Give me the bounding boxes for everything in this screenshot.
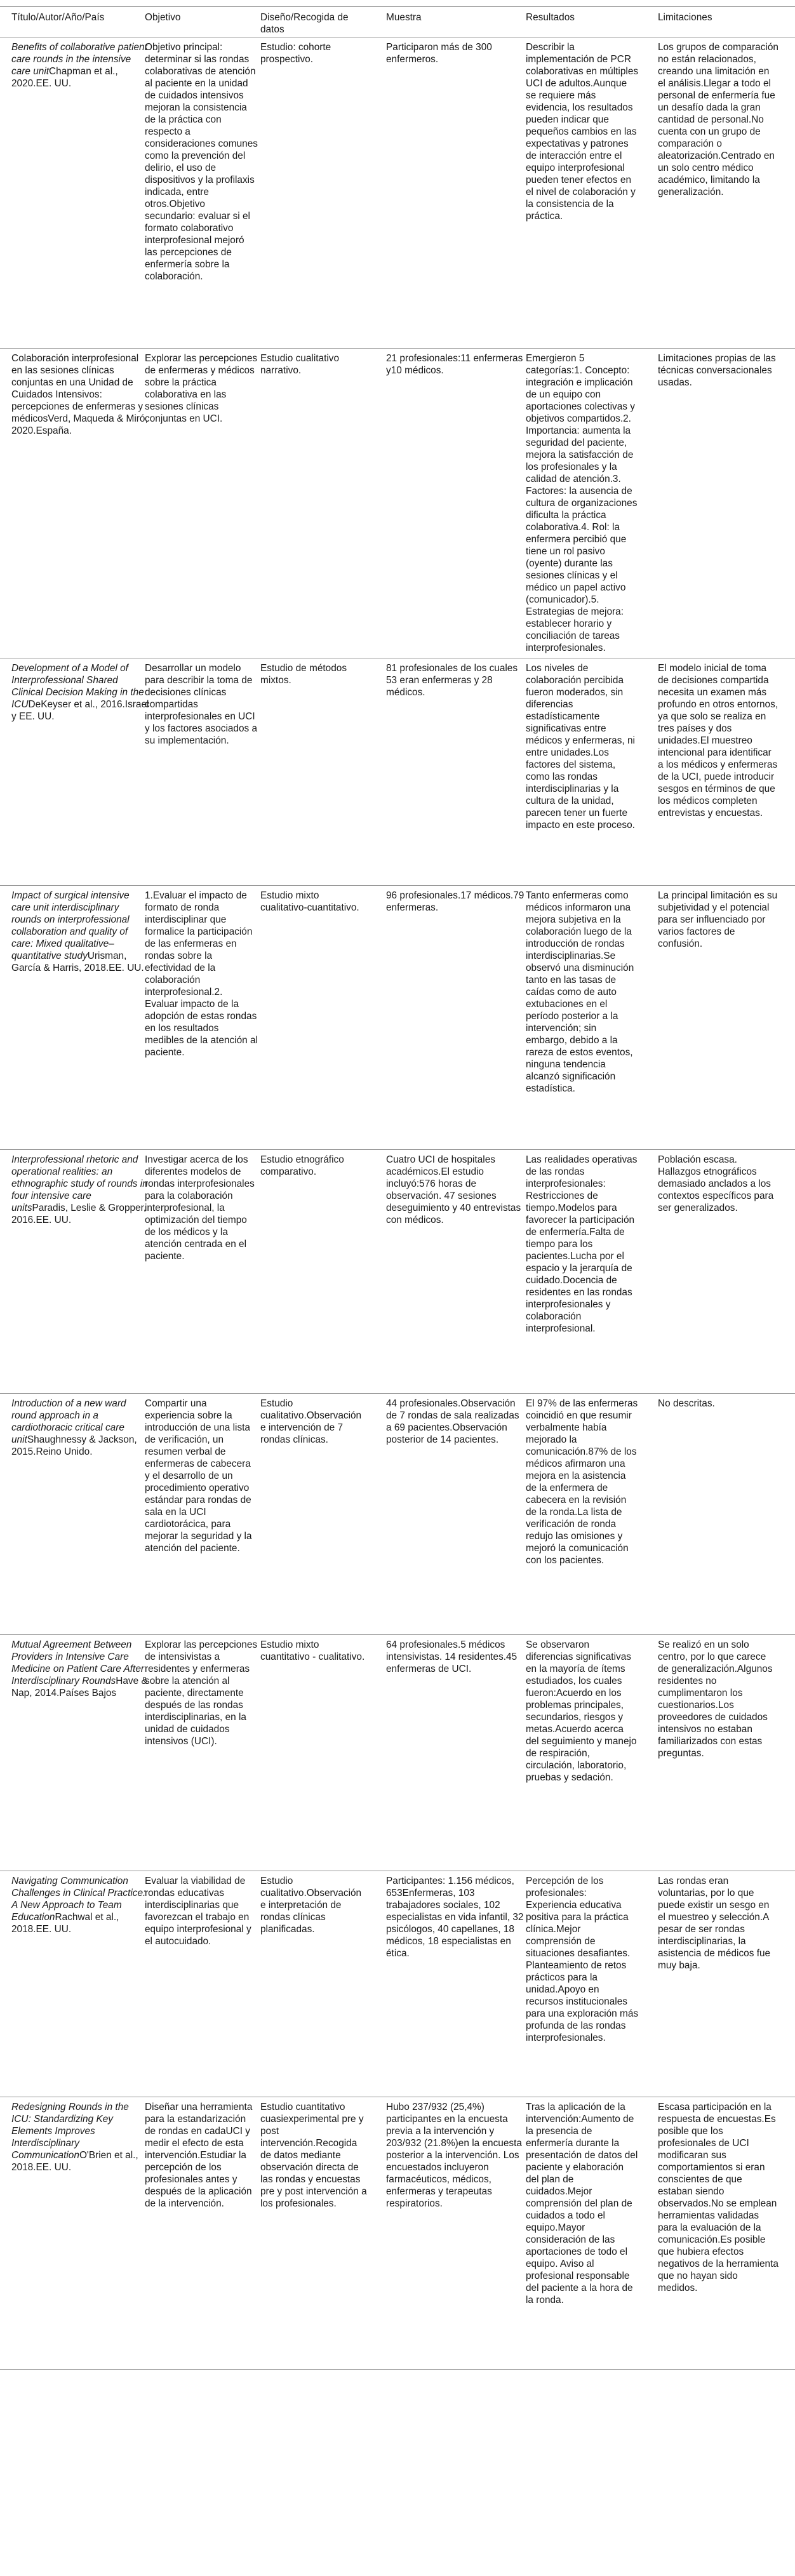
- study-results: Tras la aplicación de la intervención:Aumento de la presencia de enfermería durante la presentación de datos del paciente y elaboración del plan de cuidados.Mejor comprensión del plan de cuidados a todo el equipo.Mayor consideración de las aportaciones de todo el equipo. Aviso al profesional responsable del paciente a la hora de la ronda.: [526, 2102, 638, 2306]
- study-title: Mutual Agreement Between Providers in Intensive Care Medicine on Patient Care After Interdisciplinary Rounds: [11, 1639, 145, 1686]
- study-results: Se observaron diferencias significativas en la mayoría de ítems estudiados, los cuales fueron:Acuerdo en los problemas principales, secundarios, riesgos y metas.Acuerdo acerca del seguimiento y manejo de respiración, circulación, laboratorio, pruebas y sedación.: [526, 1639, 637, 1783]
- study-citation: [11, 2101, 150, 2173]
- header-design: Diseño/Recogida de datos: [260, 12, 349, 35]
- header-objective: Objetivo: [145, 12, 181, 23]
- study-sample: Participantes: 1.156 médicos, 653Enfermeras, 103 trabajadores sociales, 102 especialistas en vida infantil, 32 psicólogos, 40 capellanes, 18 médicos, 18 especialistas en ética.: [386, 1876, 524, 1959]
- study-sample: Cuatro UCI de hospitales académicos.El estudio incluyó:576 horas de observación. 47 sesiones deseguimiento y 40 entrevistas con médicos.: [386, 1154, 521, 1225]
- study-sample: Participaron más de 300 enfermeros.: [386, 42, 492, 65]
- table-row: [0, 658, 795, 885]
- study-sample: 44 profesionales.Observación de 7 rondas de sala realizadas a 69 pacientes.Observación posterior de 14 pacientes.: [386, 1398, 519, 1445]
- study-authors: Paradis, Leslie & Gropper, 2016.EE. UU.: [11, 1203, 147, 1225]
- study-objective: Objetivo principal: determinar si las rondas colaborativas de atención al paciente en la unidad de cuidados intensivos mejoran la consistencia de la práctica con respecto a consideraciones comunes como la prevención del delirio, el uso de dispositivos y la profilaxis indicada, entre otros.Objetivo secundario: evaluar si el formato colaborativo interprofesional mejoró las percepciones de enfermería sobre la colaboración.: [145, 42, 258, 282]
- study-results: El 97% de las enfermeras coincidió en que resumir verbalmente había mejorado la comunicación.87% de los médicos afirmaron una mejora en la asistencia de la enfermera de cabecera en la revisión de la ronda.La lista de verificación de ronda redujo las omisiones y mejoró la comunicación con los pacientes.: [526, 1398, 638, 1566]
- study-sample: 64 profesionales.5 médicos intensivistas. 14 residentes.45 enfermeras de UCI.: [386, 1639, 518, 1674]
- study-results: Percepción de los profesionales: Experiencia educativa positiva para la práctica clínica.Mejor comprensión de situaciones desafiantes. Planteamiento de retos prácticos para la unidad.Apoyo en recursos institucionales para una exploración más profunda de las rondas interprofesionales.: [526, 1876, 639, 2043]
- study-sample: 81 profesionales de los cuales 53 eran enfermeras y 28 médicos.: [386, 663, 518, 698]
- table-row: [0, 348, 795, 658]
- study-results: Tanto enfermeras como médicos informaron una mejora subjetiva en la colaboración luego de la introducción de rondas interdisciplinarias.Se observó una disminución tanto en las tasas de caídas como de auto extubaciones en el período posterior a la intervención; sin embargo, debido a la rareza de estos eventos, ninguna tendencia alcanzó significación estadística.: [526, 890, 634, 1094]
- study-design: Estudio cuantitativo cuasiexperimental pre y post intervención.Recogida de datos mediante observación directa de las rondas y encuestas pre y post intervención a los profesionales.: [260, 2102, 367, 2209]
- study-citation: [11, 1154, 150, 1226]
- header-results: Resultados: [526, 12, 575, 23]
- study-citation: [11, 1398, 150, 1458]
- study-objective: 1.Evaluar el impacto de formato de ronda interdisciplinar que formalice la participación de las enfermeras en rondas sobre la efectividad de la colaboración interprofesional.2. Evaluar impacto de la adopción de estas rondas en los resultados medibles de la atención al paciente.: [145, 890, 258, 1058]
- study-citation: [11, 352, 150, 437]
- study-results: Los niveles de colaboración percibida fueron moderados, sin diferencias estadísticamente significativas entre médicos y enfermeras, ni entre unidades.Los factores del sistema, como las rondas interdisciplinarias y la cultura de la unidad, parecen tener un fuerte impacto en este proceso.: [526, 663, 635, 831]
- study-objective: Evaluar la viabilidad de rondas educativas interdisciplinarias que favorezcan el trabajo en equipo interprofesional y el autocuidado.: [145, 1876, 251, 1947]
- study-title: Introduction of a new ward round approach in a cardiothoracic critical care unit: [11, 1398, 126, 1445]
- header-limitations: Limitaciones: [658, 12, 712, 23]
- study-limitations: La principal limitación es su subjetividad y el potencial para ser influenciado por varios factores de confusión.: [658, 890, 778, 949]
- table-row: [0, 1634, 795, 1871]
- table-row: [0, 1871, 795, 2097]
- study-limitations: El modelo inicial de toma de decisiones compartida necesita un examen más profundo en otros entornos, ya que solo se realiza en tres países y dos unidades.El muestreo intencional para identificar a los médicos y enfermeras de la UCI, puede introducir sesgos en términos de que los médicos completen entrevistas y encuestas.: [658, 663, 778, 818]
- study-objective: Diseñar una herramienta para la estandarización de rondas en cadaUCI y medir el efecto de esta intervención.Estudiar la percepción de los profesionales antes y después de la aplicación de la intervención.: [145, 2102, 253, 2209]
- study-authors: O'Brien et al., 2018.EE. UU.: [11, 2150, 138, 2173]
- study-limitations: Limitaciones propias de las técnicas conversacionales usadas.: [658, 353, 776, 388]
- study-objective: Explorar las percepciones de enfermeras y médicos sobre la práctica colaborativa en las sesiones clínicas conjuntas en UCI.: [145, 353, 258, 424]
- study-authors: Rachwal et al., 2018.EE. UU.: [11, 1912, 119, 1935]
- study-authors: Chapman et al., 2020.EE. UU.: [11, 66, 118, 89]
- study-results: Emergieron 5 categorías:1. Concepto: integración e implicación de un equipo con aportaciones colectivas y objetivos compartidos.2. Importancia: aumenta la seguridad del paciente, mejora la satisfacción de los profesionales y la calidad de atención.3. Factores: la ausencia de cultura de organizaciones dificulta la práctica colaborativa.4. Rol: la enfermera percibió que tiene un rol pasivo (oyente) durante las sesiones clínicas y el médico un papel activo (comunicador).5. Estrategias de mejora: establecer horario y conciliación de tareas interprofesionales.: [526, 353, 638, 653]
- table-row: [0, 2097, 795, 2370]
- table-row: [0, 885, 795, 1149]
- table-header-row: [0, 6, 795, 37]
- study-citation: [11, 1639, 150, 1699]
- study-citation: [11, 41, 150, 90]
- table-row: [0, 1393, 795, 1634]
- study-design: Estudio cualitativo.Observación e interpretación de rondas clínicas planificadas.: [260, 1876, 362, 1935]
- study-results: Describir la implementación de PCR colaborativas en múltiples UCI de adultos.Aunque se requiere más evidencia, los resultados pueden indicar que pequeños cambios en las expectativas y patrones de interacción entre el equipo interprofesional pueden tener efectos en el nivel de colaboración y la consistencia de la práctica.: [526, 42, 639, 222]
- study-limitations: No descritas.: [658, 1398, 715, 1409]
- study-sample: Hubo 237/932 (25,4%) participantes en la encuesta previa a la intervención y 203/932 (21.8%)en la encuesta posterior a la intervención. Los encuestados incluyeron farmacéuticos, médicos, enfermeras y terapeutas respiratorios.: [386, 2102, 522, 2209]
- study-limitations: Escasa participación en la respuesta de encuestas.Es posible que los profesionales de UCI modificaran sus comportamientos si eran conscientes de que estaban siendo observados.No se emplean herramientas validadas para la evaluación de la comunicación.Es posible que hubiera efectos negativos de la herramienta que no hayan sido medidos.: [658, 2102, 778, 2293]
- table-row: [0, 1149, 795, 1393]
- study-design: Estudio de métodos mixtos.: [260, 663, 347, 686]
- study-design: Estudio mixto cualitativo-cuantitativo.: [260, 890, 359, 913]
- study-citation: [11, 890, 150, 974]
- study-limitations: Los grupos de comparación no están relacionados, creando una limitación en el análisis.Llegar a todo el personal de enfermería fue un desafío dada la gran cantidad de personal.No cuenta con un grupo de comparación o aleatorización.Centrado en un solo centro médico académico, limitando la generalización.: [658, 42, 778, 197]
- study-title: Navigating Communication Challenges in Clinical Practice: A New Approach to Team Education: [11, 1876, 146, 1923]
- study-objective: Investigar acerca de los diferentes modelos de rondas interprofesionales para la colaboración interprofesional, la optimización del tiempo de los médicos y la atención centrada en el paciente.: [145, 1154, 255, 1262]
- study-title: Interprofessional rhetoric and operational realities: an ethnographic study of rounds in four intensive care units: [11, 1154, 148, 1213]
- study-citation: [11, 662, 150, 723]
- study-authors: Have & Nap, 2014.Países Bajos: [11, 1676, 148, 1698]
- study-design: Estudio cualitativo narrativo.: [260, 353, 340, 376]
- study-title: Benefits of collaborative patient care rounds in the intensive care unit: [11, 42, 147, 77]
- study-authors: Shaughnessy & Jackson, 2015.Reino Unido.: [11, 1434, 137, 1457]
- study-authors: Urisman, García & Harris, 2018.EE. UU.: [11, 951, 144, 973]
- study-title: Impact of surgical intensive care unit interdisciplinary rounds on interprofessional collaboration and quality of care: Mixed qualitative–quantitative study: [11, 890, 130, 961]
- study-design: Estudio cualitativo.Observación e intervención de 7 rondas clínicas.: [260, 1398, 362, 1445]
- study-design: Estudio: cohorte prospectivo.: [260, 42, 331, 65]
- table-row: [0, 37, 795, 348]
- study-title: Redesigning Rounds in the ICU: Standardizing Key Elements Improves Interdisciplinary Communication: [11, 2102, 129, 2161]
- study-sample: 21 profesionales:11 enfermeras y10 médicos.: [386, 353, 523, 376]
- study-authors: DeKeyser et al., 2016.Israel y EE. UU.: [11, 699, 149, 722]
- study-results: Las realidades operativas de las rondas interprofesionales: Restricciones de tiempo.Modelos para favorecer la participación de enfermería.Falta de tiempo para los pacientes.Lucha por el espacio y la jerarquía de cuidado.Docencia de residentes en las rondas interprofesionales y colaboración interprofesional.: [526, 1154, 638, 1334]
- study-objective: Explorar las percepciones de intensivistas a residentes y enfermeras sobre la atención al paciente, directamente después de las rondas interdisciplinarias, en la unidad de cuidados intensivos (UCI).: [145, 1639, 258, 1747]
- study-design: Estudio etnográfico comparativo.: [260, 1154, 344, 1177]
- study-limitations: Se realizó en un solo centro, por lo que carece de generalización.Algunos residentes no cumplimentaron los cuestionarios.Los proveedores de cuidados intensivos no estaban familiarizados con estas preguntas.: [658, 1639, 773, 1759]
- study-title: Development of a Model of Interprofessional Shared Clinical Decision Making in the ICU: [11, 663, 144, 710]
- study-design: Estudio mixto cuantitativo - cualitativo.: [260, 1639, 365, 1662]
- header-title: Título/Autor/Año/País: [11, 12, 105, 23]
- study-authors: Colaboración interprofesional en las sesiones clínicas conjuntas en una Unidad de Cuidados Intensivos: percepciones de enfermeras y médicosVerd, Maqueda & Miró, 2020.España.: [11, 353, 148, 436]
- study-sample: 96 profesionales.17 médicos.79 enfermeras.: [386, 890, 524, 913]
- study-limitations: Población escasa. Hallazgos etnográficos demasiado anclados a los contextos específicos para ser generalizados.: [658, 1154, 774, 1213]
- header-sample: Muestra: [386, 12, 422, 23]
- study-citation: [11, 1875, 150, 1935]
- study-limitations: Las rondas eran voluntarias, por lo que puede existir un sesgo en el muestreo y selección.A pesar de ser rondas interdisciplinarias, la asistencia de médicos fue muy baja.: [658, 1876, 771, 1971]
- study-objective: Compartir una experiencia sobre la introducción de una lista de verificación, un resumen verbal de enfermeras de cabecera y el desarrollo de un procedimiento operativo estándar para rondas de sala en la UCI cardiotorácica, para mejorar la seguridad y la atención del paciente.: [145, 1398, 252, 1554]
- study-objective: Desarrollar un modelo para describir la toma de decisiones clínicas compartidas interprofesionales en UCI y los factores asociados a su implementación.: [145, 663, 258, 746]
